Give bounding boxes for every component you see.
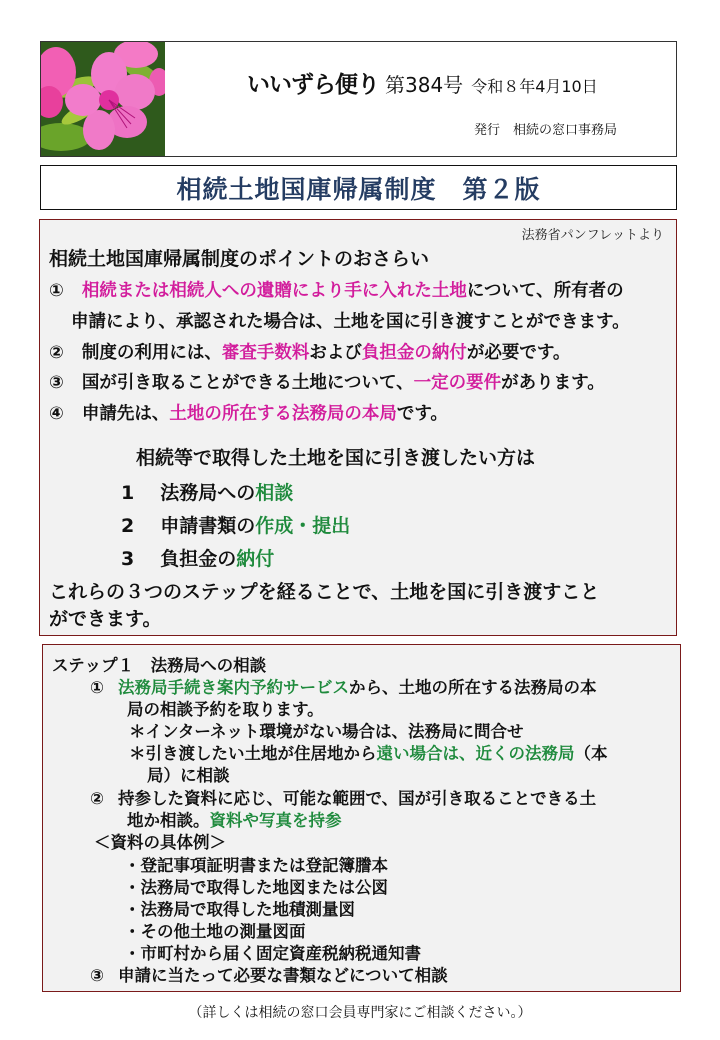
step-highlight: 作成・提出 (255, 515, 351, 537)
example-item: ・市町村から届く固定資産税納税通知書 (124, 944, 421, 963)
step-text: 負担金の (160, 548, 237, 570)
point-text: があります。 (501, 373, 605, 393)
note-text: （本 (574, 744, 608, 763)
point-text: 国が引き取ることができる土地について、 (81, 373, 414, 393)
point-1 (49, 277, 624, 302)
step1-item-1-continued: 局の相談予約を取ります。 (127, 700, 324, 719)
step1-item-2-continued (127, 807, 342, 831)
example-item: ・法務局で取得した地図または公図 (124, 878, 388, 897)
issue-number: 第384号 (385, 73, 464, 97)
point-highlight: 負担金の納付 (361, 343, 467, 363)
summary-box (39, 219, 677, 636)
bring-materials-highlight: 資料や写真を持参 (209, 811, 342, 830)
point-text: について、所有者の (466, 281, 624, 301)
item-text: 持参した資料に応じ、可能な範囲で、国が引き取ることできる土 (117, 789, 597, 808)
item-number: ① (90, 678, 104, 697)
note-text: ＊引き渡したい土地が住居地から (129, 744, 377, 763)
step-item-2 (121, 511, 350, 538)
page-title: 相続土地国庫帰属制度 第２版 (176, 174, 541, 204)
point-text: です。 (396, 404, 448, 424)
point-highlight: 審査手数料 (221, 343, 310, 363)
step-number: 1 (121, 482, 135, 504)
step-item-1 (121, 478, 293, 505)
point-1-continued: 申請により、承認された場合は、土地を国に引き渡すことができます。 (71, 312, 630, 332)
step1-item-3 (90, 962, 448, 986)
title-box (40, 165, 677, 210)
step1-heading: ステップ１ 法務局への相談 (52, 656, 267, 675)
conclusion-line-1: これらの３つのステップを経ることで、土地を国に引き渡すこと (49, 581, 600, 603)
point-2 (49, 339, 570, 364)
azalea-flower-image (41, 42, 165, 156)
reservation-service-highlight: 法務局手続き案内予約サービス (117, 678, 349, 697)
summary-heading: 相続土地国庫帰属制度のポイントのおさらい (49, 248, 430, 270)
step-highlight: 納付 (236, 548, 275, 570)
note-highlight: 遠い場合は、近くの法務局 (376, 744, 575, 763)
conclusion-line-2: ができます。 (49, 608, 162, 630)
note-far-land (129, 740, 608, 764)
step-number: 3 (121, 548, 135, 570)
source-note: 法務省パンフレットより (521, 228, 664, 243)
step-number: 2 (121, 515, 135, 537)
point-number: ④ (49, 404, 64, 424)
footer-note: （詳しくは相続の窓口会員専門家にご相談ください。） (188, 1005, 532, 1021)
point-4 (49, 400, 448, 425)
newsletter-title-line (247, 66, 598, 99)
point-number: ① (49, 281, 64, 301)
point-highlight: 一定の要件 (413, 373, 502, 393)
item-text: 地か相談。 (127, 811, 210, 830)
publisher: 発行 相続の窓口事務局 (474, 123, 618, 138)
step1-box (42, 644, 681, 992)
step-text: 法務局への (160, 482, 256, 504)
step1-item-2 (90, 785, 596, 809)
issue-date: 令和８年4月10日 (471, 77, 598, 96)
point-highlight: 土地の所在する法務局の本局 (169, 404, 397, 424)
steps-intro: 相続等で取得した土地を国に引き渡したい方は (136, 447, 536, 469)
point-text: および (309, 343, 362, 363)
step-text: 申請書類の (160, 515, 256, 537)
point-3 (49, 369, 605, 394)
point-number: ② (49, 343, 64, 363)
point-highlight: 相続または相続人への遺贈により手に入れた土地 (81, 281, 467, 301)
point-text: 申請先は、 (81, 404, 170, 424)
point-text: 制度の利用には、 (81, 343, 222, 363)
point-number: ③ (49, 373, 64, 393)
point-text: が必要です。 (466, 343, 571, 363)
item-text: 申請に当たって必要な書類などについて相談 (117, 966, 448, 985)
example-item: ・その他土地の測量図面 (124, 922, 306, 941)
item-number: ③ (90, 966, 104, 985)
step-highlight: 相談 (255, 482, 294, 504)
note-no-internet: ＊インターネット環境がない場合は、法務局に問合せ (129, 722, 524, 741)
item-text: から、土地の所在する法務局の本 (348, 678, 597, 697)
example-item: ・法務局で取得した地積測量図 (124, 900, 355, 919)
example-item: ・登記事項証明書または登記簿謄本 (124, 856, 388, 875)
note-far-land-continued: 局）に相談 (147, 766, 230, 785)
step1-item-1 (90, 674, 596, 698)
step-item-3 (121, 544, 274, 571)
examples-heading: ＜資料の具体例＞ (94, 833, 226, 852)
newsletter-name: いいずら便り (247, 72, 379, 98)
item-number: ② (90, 789, 104, 808)
